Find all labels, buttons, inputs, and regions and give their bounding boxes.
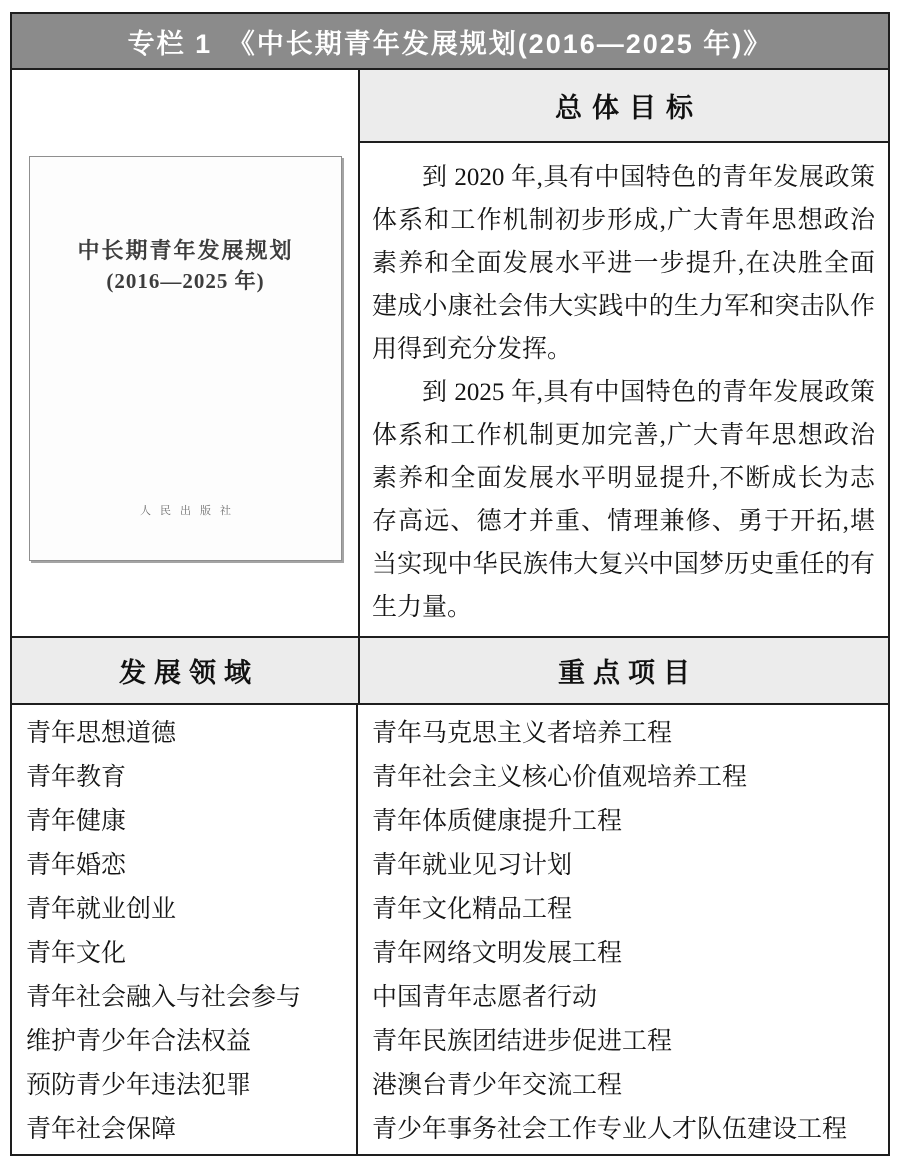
list-item: 青年健康 [26,808,127,835]
overall-goals-body [360,143,888,636]
list-item: 青年文化 [26,940,127,967]
book-publisher: 人民出版社 [140,505,240,517]
book-subtitle: (2016—2025 年) [106,269,265,293]
list-item: 青年婚恋 [26,852,127,879]
list-item: 青少年事务社会工作专业人才队伍建设工程 [372,1116,848,1143]
list-item: 青年网络文明发展工程 [372,940,623,967]
list-item: 青年体质健康提升工程 [372,808,623,835]
list-item: 青年社会主义核心价值观培养工程 [372,764,748,791]
column-title-bar [12,14,888,70]
top-row [12,70,888,638]
list-item: 青年民族团结进步促进工程 [372,1028,673,1055]
key-projects-header: 重点项目 [558,658,698,688]
overall-goals-header: 总体目标 [360,70,888,143]
book-title: 中长期青年发展规划 [77,238,294,263]
key-projects-list [358,705,888,1152]
list-item: 青年文化精品工程 [372,896,573,923]
list-item: 青年就业创业 [26,896,177,923]
book-cover-cell [12,70,360,636]
goals-paragraph-2020: 到 2020 年,具有中国特色的青年发展政策体系和工作机制初步形成,广大青年思想政治素养和全面发展水平进一步提升,在决胜全面建成小康社会伟大实践中的生力军和突击队作用得到充分发挥。 [372,164,875,363]
list-row [12,705,888,1154]
list-item: 港澳台青少年交流工程 [372,1072,623,1099]
section-header-row [12,638,888,705]
development-areas-list [12,705,356,1152]
development-areas-cell [12,705,358,1154]
list-item: 青年马克思主义者培养工程 [372,720,673,747]
development-areas-header: 发展领域 [12,638,360,703]
list-item: 中国青年志愿者行动 [372,984,598,1011]
column-title-text: 专栏 1 《中长期青年发展规划(2016—2025 年)》 [127,28,773,59]
goals-paragraph-2025: 到 2025 年,具有中国特色的青年发展政策体系和工作机制更加完善,广大青年思想政治素养和全面发展水平明显提升,不断成长为志存高远、德才并重、情理兼修、勇于开拓,堪当实现中华民族伟大复兴中国梦历史重任的有生力量。 [372,379,875,621]
overall-goals-cell [360,70,888,636]
list-item: 青年教育 [26,764,127,791]
list-item: 青年思想道德 [26,720,177,747]
list-item: 青年社会保障 [26,1116,177,1143]
list-item: 预防青少年违法犯罪 [26,1072,252,1099]
list-item: 维护青少年合法权益 [26,1028,252,1055]
key-projects-cell [358,705,888,1154]
list-item: 青年社会融入与社会参与 [26,984,302,1011]
column-box-frame [10,12,890,1156]
list-item: 青年就业见习计划 [372,852,573,879]
book-cover [29,156,342,561]
